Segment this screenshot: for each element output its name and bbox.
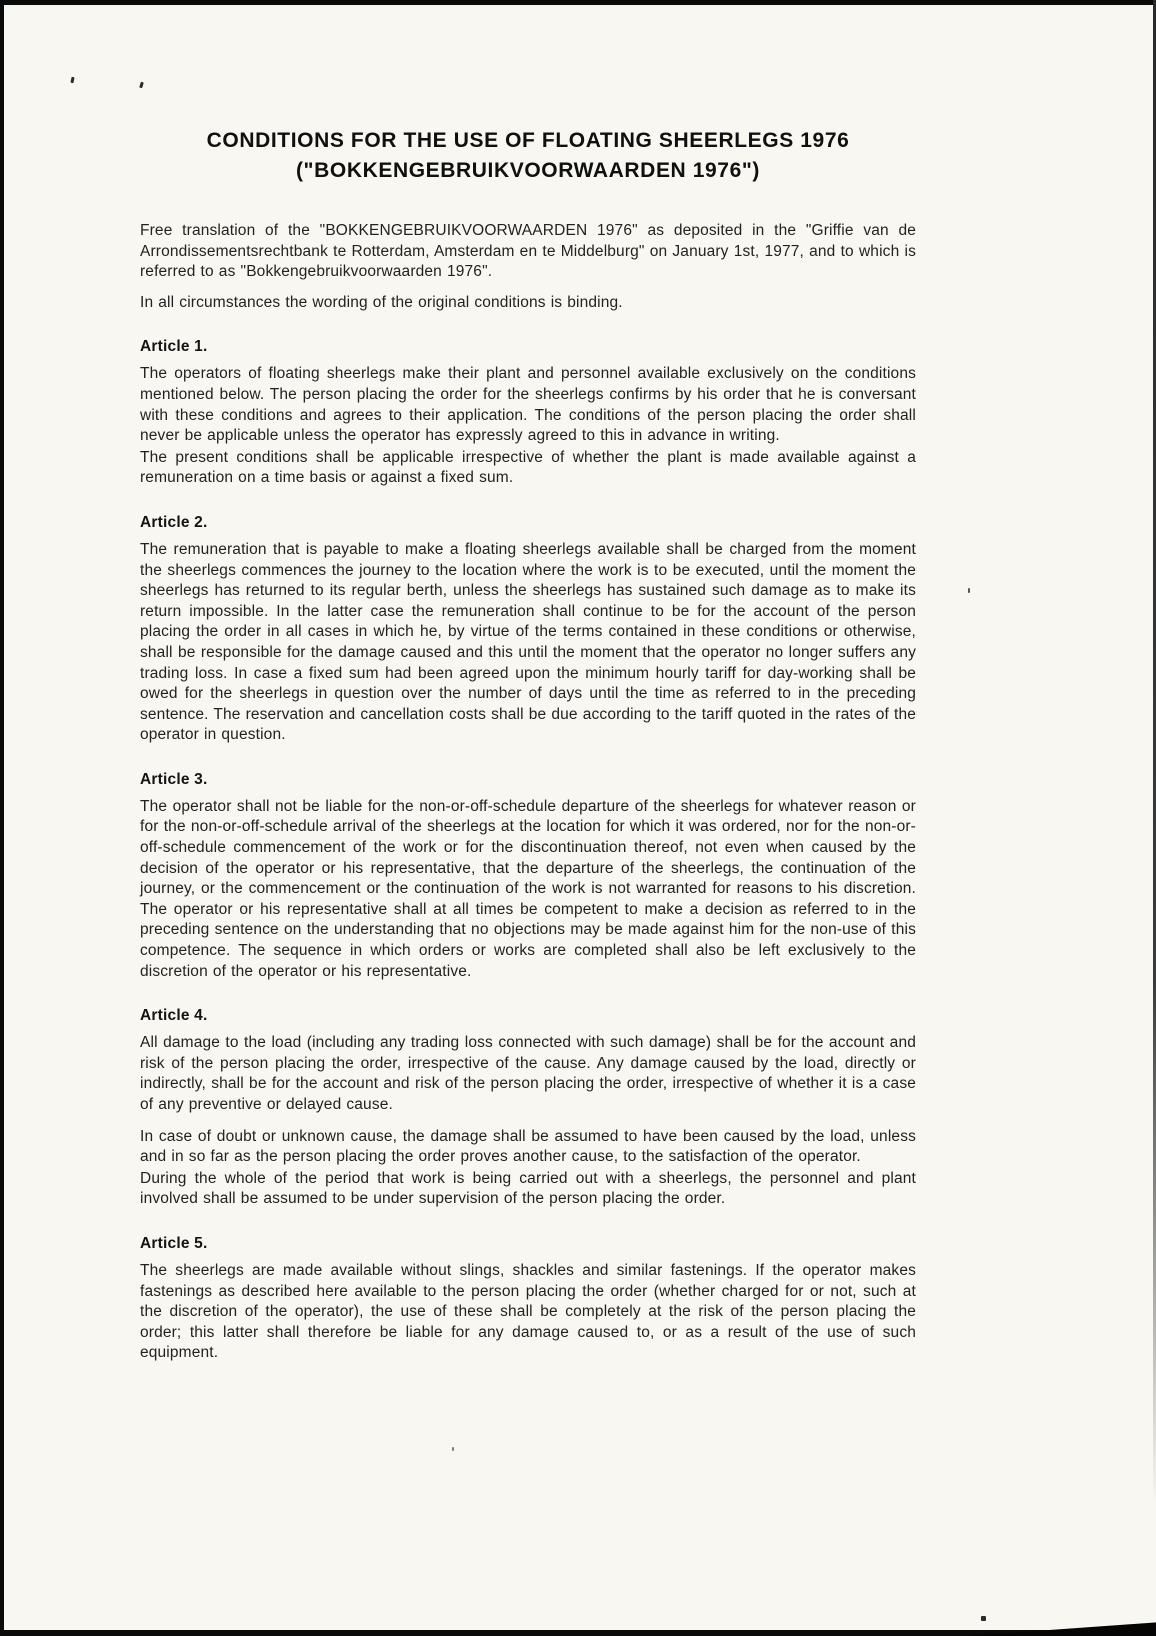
article-3	[140, 771, 916, 982]
scan-speck	[981, 1616, 986, 1621]
scan-speck	[70, 77, 74, 83]
article-3-paragraph: The operator shall not be liable for the non-or-off-schedule departure of the sheerlegs for whatever reason or for the non-or-off-schedule arrival of the sheerlegs at the location for which it was ordered, nor for the non-or-off-schedule commencement of the work or for the discontinuation thereof, not even when caused by the decision of the operator or his representative, that the departure of the sheerlegs, the continuation of the journey, or the commencement or the continuation of the work is not warranted for reasons to his discretion. The operator or his representative shall at all times be competent to make a decision as referred to in the preceding sentence on the understanding that no objections may be made against him for the non-use of this competence. The sequence in which orders or works are completed shall also be left exclusively to the discretion of the operator or his representative.	[140, 797, 916, 980]
intro-paragraph: Free translation of the "BOKKENGEBRUIKVOORWAARDEN 1976" as deposited in the "Griffie van de Arrondissementsrechtbank te Rotterdam, Amsterdam en te Middelburg" on January 1st, 1977, and to which is referred to as "Bokkengebruikvoorwaarden 1976".	[140, 222, 916, 281]
article-4-paragraph: During the whole of the period that work is being carried out with a sheerlegs, the personnel and plant involved shall be assumed to be under supervision of the person placing the order.	[140, 1169, 916, 1208]
document-subtitle: ("BOKKENGEBRUIKVOORWAARDEN 1976")	[295, 159, 761, 182]
article-5-paragraph: The sheerlegs are made available without slings, shackles and similar fastenings. If the operator makes fastenings as described here available to the person placing the order (whether charged for or not, such at the discretion of the operator), the use of these shall be completely at the risk of the person placing the order; this latter shall therefore be liable for any damage caused to, or as a result of the use of such equipment.	[140, 1261, 916, 1362]
article-1-paragraph: The operators of floating sheerlegs make their plant and personnel available exclusively on the conditions mentioned below. The person placing the order for the sheerlegs confirms by his order that he is conversant with these conditions and agrees to their application. The conditions of the person placing the order shall never be applicable unless the operator has expressly agreed to this in advance in writing.	[140, 365, 916, 445]
document-title: CONDITIONS FOR THE USE OF FLOATING SHEERLEGS 1976	[206, 129, 850, 152]
scan-speck	[452, 1447, 454, 1451]
scan-edge-left	[0, 0, 4, 1636]
article-5	[140, 1235, 916, 1364]
scan-speck	[968, 588, 970, 593]
article-4-heading: Article 4.	[140, 1007, 208, 1025]
article-1	[140, 338, 916, 489]
article-4-paragraph: All damage to the load (including any trading loss connected with such damage) shall be for the account and risk of the person placing the order, irrespective of the cause. Any damage caused by the load, directly or indirectly, shall be for the account and risk of the person placing the order, irrespective of whether it is a case of any preventive or delayed cause.	[140, 1034, 916, 1113]
article-4	[140, 1007, 916, 1210]
article-3-heading: Article 3.	[140, 770, 208, 788]
article-2	[140, 514, 916, 746]
article-2-heading: Article 2.	[140, 513, 208, 531]
article-5-heading: Article 5.	[140, 1234, 208, 1252]
article-1-heading: Article 1.	[140, 338, 208, 356]
article-4-paragraph: In case of doubt or unknown cause, the damage shall be assumed to have been caused by the load, unless and in so far as the person placing the order proves another cause, to the satisfaction of the operator.	[140, 1127, 916, 1166]
article-2-paragraph: The remuneration that is payable to make a floating sheerlegs available shall be charged from the moment the sheerlegs commences the journey to the location where the work is to be executed, until the moment the sheerlegs has returned to its regular berth, unless the sheerlegs has sustained such damage as to make its return impossible. In the latter case the remuneration shall continue to be for the account of the person placing the order in all cases in which he, by virtue of the terms contained in these conditions or otherwise, shall be responsible for the damage caused and this until the moment that the operator no longer suffers any trading loss. In case a fixed sum had been agreed upon the minimum hourly tariff for day-working shall be owed for the sheerlegs in question over the number of days until the time as referred to in the preceding sentence. The reservation and cancellation costs shall be due according to the tariff quoted in the rates of the operator in question.	[140, 540, 916, 744]
article-1-paragraph: The present conditions shall be applicable irrespective of whether the plant is made available against a remuneration on a time basis or against a fixed sum.	[140, 448, 916, 487]
document-content	[140, 0, 916, 1364]
binding-note: In all circumstances the wording of the original conditions is binding.	[140, 293, 623, 311]
